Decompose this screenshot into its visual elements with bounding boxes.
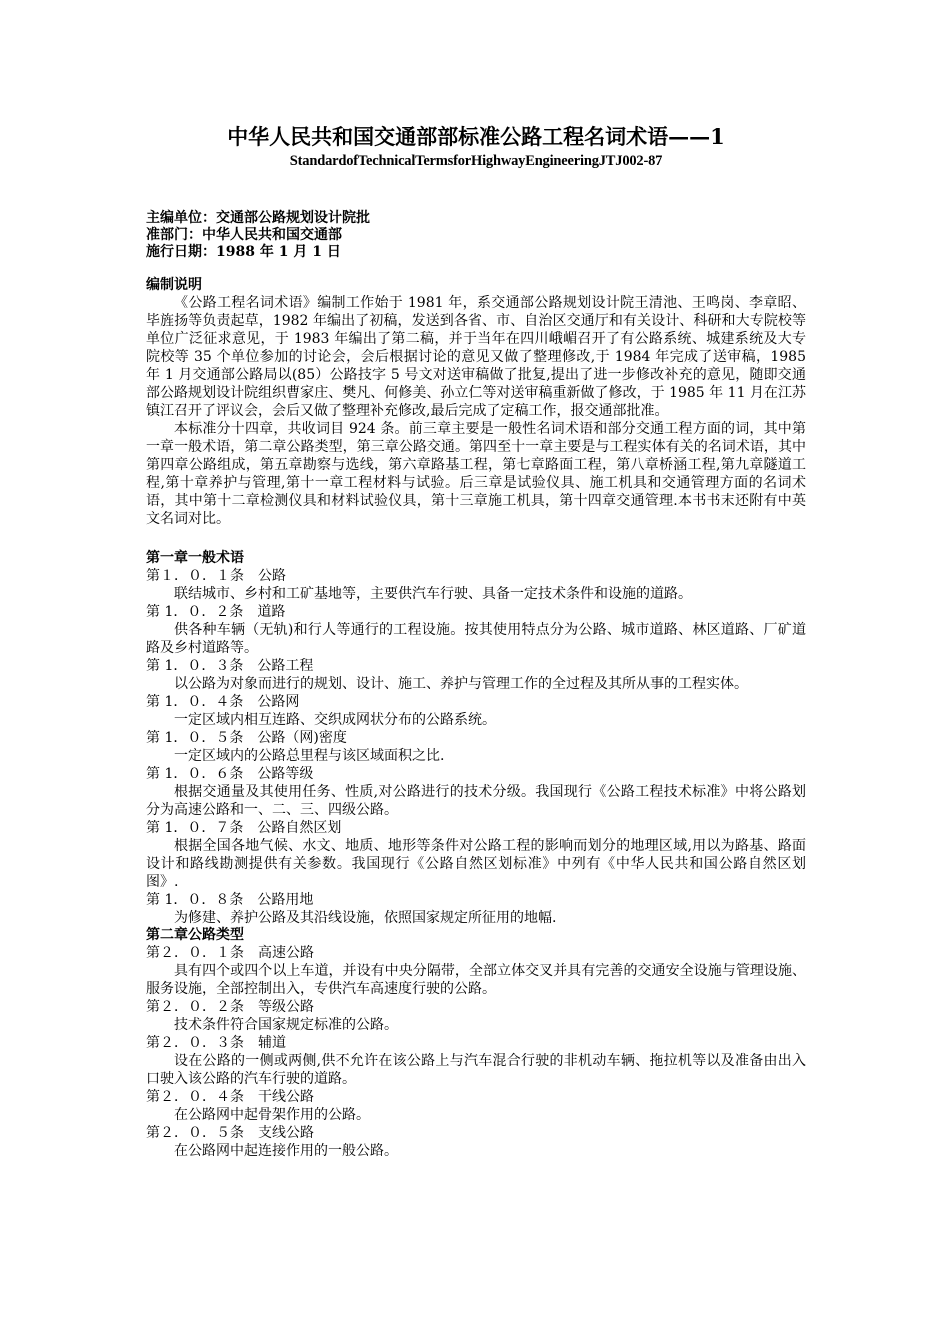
chapter-heading: 第一章一般术语 (146, 550, 244, 566)
article-definition: 根据全国各地气候、水文、地质、地形等条件对公路工程的影响而划分的地理区域,用以为路基、路面设计和路线勘测提供有关参数。我国现行《公路自然区划标准》中列有《中华人民共和国公路自然区划图》. (146, 838, 806, 890)
intro-paragraph: 《公路工程名词术语》编制工作始于 1981 年，系交通部公路规划设计院王清池、王鸣岗、李章昭、毕旌扬等负责起草，1982 年编出了初稿，发送到各省、市、自治区交通厅和有关设计、科研和大专院校等单位广泛征求意见，于 1983 年编出了第二稿，并于当年在四川峨嵋召开了有公路系统、城建系统及大专院校等 35 个单位参加的讨论会，会后根据讨论的意见又做了整理修改,于 1984 年完成了送审稿，1985 年 1 月交通部公路局以(85）公路技字 5 号文对送审稿做了批复,提出了进一步修改补充的意见，随即交通部公路规划设计院组织曹家庄、樊凡、何修美、孙立仁等对送审稿重新做了修改，于 1985 年 11 月在江苏镇江召开了评议会，会后又做了整理补充修改,最后完成了定稿工作，报交通部批准。 (146, 295, 806, 419)
article-heading (146, 819, 806, 837)
article-definition: 以公路为对象而进行的规划、设计、施工、养护与管理工作的全过程及其所从事的工程实体。 (174, 676, 748, 692)
article-definition: 设在公路的一侧或两侧,供不允许在该公路上与汽车混合行驶的非机动车辆、拖拉机等以及准备由出入口驶入该公路的汽车行驶的道路。 (146, 1053, 806, 1087)
article-heading (146, 693, 806, 711)
article-number: 第２．０．２条 (146, 999, 244, 1015)
article-term: 公路（网)密度 (257, 730, 347, 746)
article-term: 公路用地 (257, 892, 314, 908)
article-term: 等级公路 (258, 999, 314, 1015)
article-number: 第 1．０．７条 (146, 820, 244, 836)
article-definition: 在公路网中起连接作用的一般公路。 (174, 1143, 398, 1159)
intro-heading: 编制说明 (146, 277, 202, 293)
article-heading (146, 1124, 806, 1142)
article-definition: 具有四个或四个以上车道，并设有中央分隔带，全部立体交叉并具有完善的交通安全设施与管理设施、服务设施，全部控制出入，专供汽车高速度行驶的公路。 (146, 963, 806, 997)
article-heading (146, 603, 806, 621)
intro-paragraph: 本标准分十四章，共收词目 924 条。前三章主要是一般性名词术语和部分交通工程方面的词，其中第一章一般术语，第二章公路类型，第三章公路交通。第四至十一章主要是与工程实体有关的名词术语，其中第四章公路组成，第五章勘察与选线，第六章路基工程，第七章路面工程，第八章桥涵工程,第九章隧道工程,第十章养护与管理,第十一章工程材料与试验。后三章是试验仪具、施工机具和交通管理方面的名词术语，其中第十二章检测仪具和材料试验仪具，第十三章施工机具，第十四章交通管理.本书书末还附有中英文名词对比。 (146, 421, 806, 527)
meta-editor: 主编单位：交通部公路规划设计院批 (146, 210, 370, 226)
article-heading (146, 944, 806, 962)
article-number: 第２．０．５条 (146, 1125, 244, 1141)
meta-approver: 准部门：中华人民共和国交通部 (146, 227, 342, 243)
article-definition: 根据交通量及其使用任务、性质,对公路进行的技术分级。我国现行《公路工程技术标准》中将公路划分为高速公路和一、二、三、四级公路。 (146, 784, 806, 818)
article-number: 第 1．０．５条 (146, 730, 244, 746)
document-meta (146, 210, 806, 261)
article-term: 辅道 (258, 1035, 286, 1051)
article-term: 公路 (258, 568, 286, 584)
article-number: 第１．０．１条 (146, 568, 244, 584)
document-page (146, 124, 806, 1160)
article-term: 支线公路 (258, 1125, 314, 1141)
chapter-2-articles (146, 944, 806, 1160)
document-title-english: StandardofTechnicalTermsforHighwayEngineeringJTJ002-87 (289, 153, 663, 169)
article-definition: 联结城市、乡村和工矿基地等，主要供汽车行驶、具备一定技术条件和设施的道路。 (174, 586, 692, 602)
article-heading (146, 765, 806, 783)
article-heading (146, 1034, 806, 1052)
article-heading (146, 891, 806, 909)
article-definition: 一定区域内相互连路、交织成网状分布的公路系统。 (174, 712, 496, 728)
article-heading (146, 1088, 806, 1106)
article-term: 公路自然区划 (257, 820, 342, 836)
article-definition: 为修建、养护公路及其沿线设施，依照国家规定所征用的地幅. (174, 910, 557, 926)
chapter-1-articles (146, 567, 806, 927)
article-number: 第２．０．１条 (146, 945, 244, 961)
article-number: 第 1．０．４条 (146, 694, 244, 710)
article-term: 公路等级 (257, 766, 314, 782)
document-title: 中华人民共和国交通部部标准公路工程名词术语——1 (227, 124, 725, 149)
article-definition: 供各种车辆（无轨)和行人等通行的工程设施。按其使用特点分为公路、城市道路、林区道路、厂矿道路及乡村道路等。 (146, 622, 806, 656)
article-term: 干线公路 (258, 1089, 314, 1105)
article-number: 第 1．０．２条 (146, 604, 244, 620)
article-number: 第 1．０．８条 (146, 892, 244, 908)
article-heading (146, 567, 806, 585)
article-number: 第２．０．３条 (146, 1035, 244, 1051)
article-term: 高速公路 (258, 945, 314, 961)
article-definition: 技术条件符合国家规定标准的公路。 (174, 1017, 398, 1033)
article-heading (146, 998, 806, 1016)
article-number: 第２．０．４条 (146, 1089, 244, 1105)
article-term: 公路工程 (257, 658, 314, 674)
meta-effective-date: 施行日期：1988 年 1 月 1 日 (146, 244, 341, 260)
chapter-heading: 第二章公路类型 (146, 927, 244, 943)
article-heading (146, 657, 806, 675)
article-number: 第 1．０．６条 (146, 766, 244, 782)
article-term: 道路 (257, 604, 286, 620)
article-term: 公路网 (257, 694, 300, 710)
article-definition: 一定区域内的公路总里程与该区域面积之比. (174, 748, 445, 764)
article-definition: 在公路网中起骨架作用的公路。 (174, 1107, 370, 1123)
article-number: 第 1．０．３条 (146, 658, 244, 674)
article-heading (146, 729, 806, 747)
